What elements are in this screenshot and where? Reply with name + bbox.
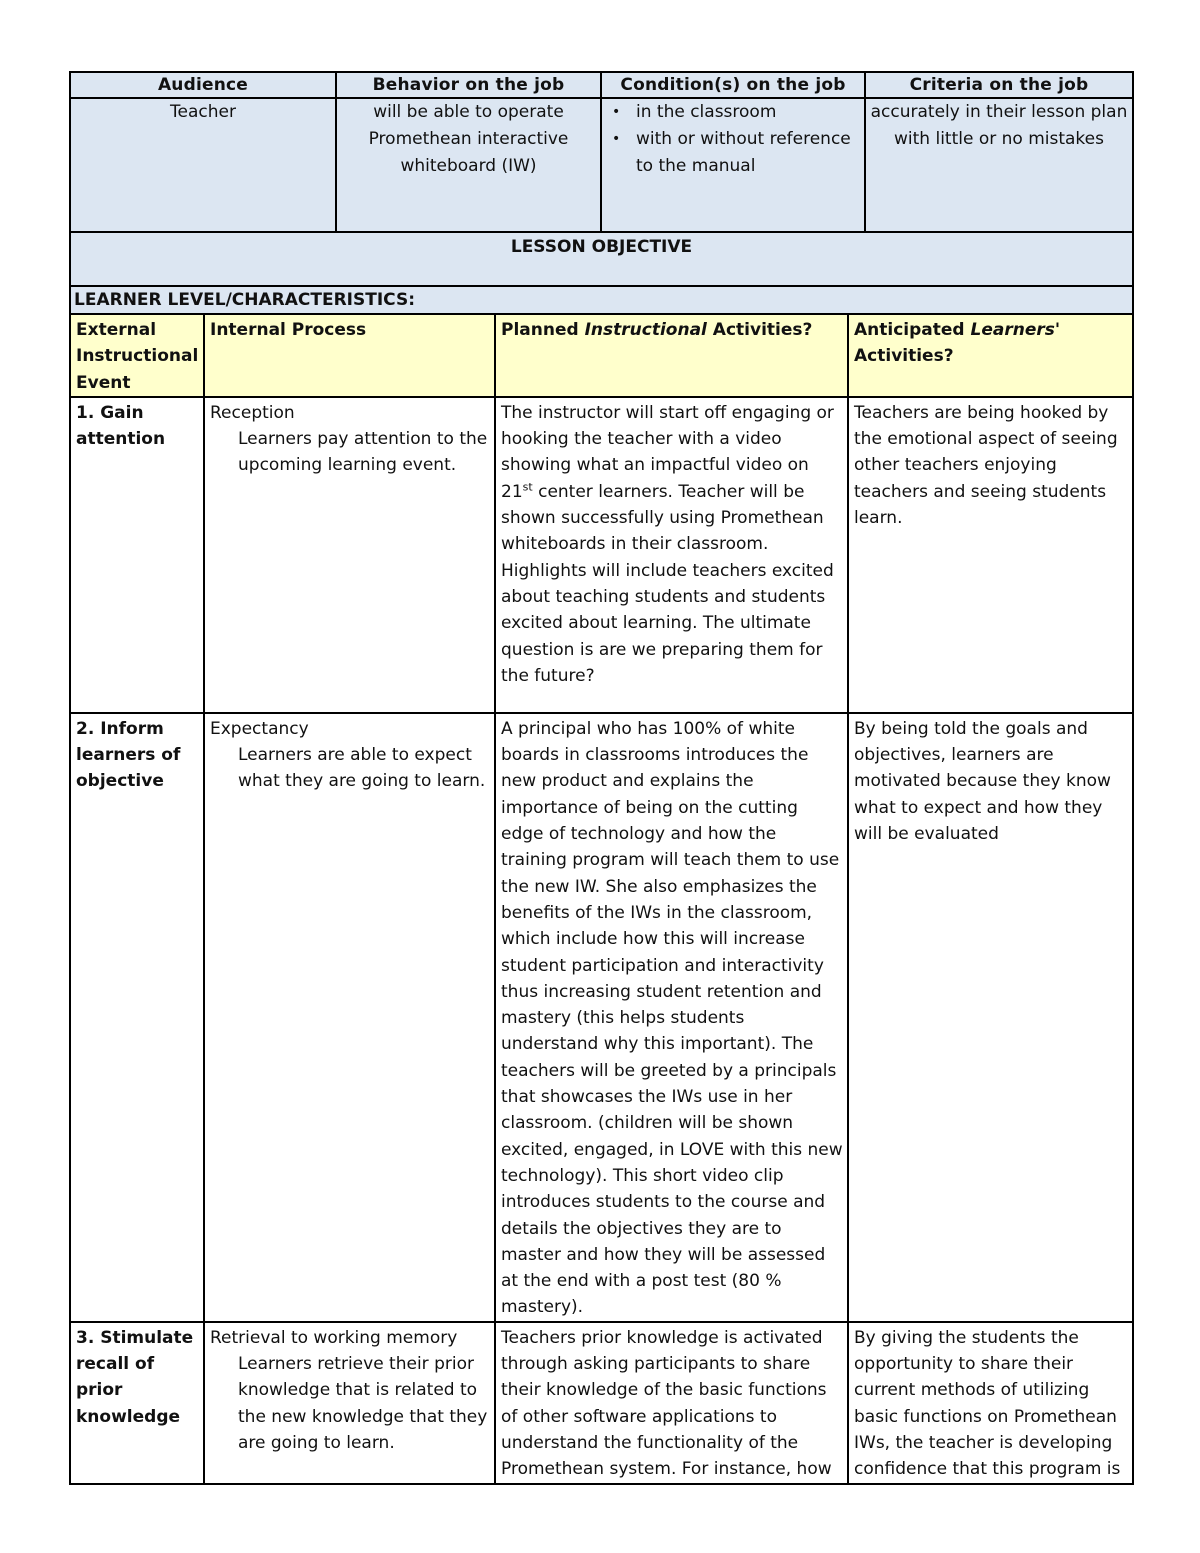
header-anticipated-text: Activities? [854,346,954,367]
header-criteria: Criteria on the job [865,72,1133,98]
header-audience: Audience [70,72,336,98]
process-cell [204,713,495,1322]
header-behavior: Behavior on the job [336,72,601,98]
audience-text: Teacher [170,102,236,122]
behavior-line: whiteboard (IW) [400,156,537,176]
instructional-events-table [69,313,1134,1485]
header-planned-text: Planned [501,320,585,340]
conditions-list [602,99,864,180]
event-label: 3. Stimulate recall of prior knowledge [70,1322,204,1484]
planned-activity: Teachers prior knowledge is activated through asking participants to share their knowledge of the basic functions of other software applications to understand the functionality of the Promethean system. For instance, how [495,1322,848,1484]
process-description: Learners are able to expect what they are going to learn. [238,745,486,792]
anticipated-activity: Teachers are being hooked by the emotional aspect of seeing other teachers enjoying teachers and seeing students learn. [848,397,1133,713]
header-conditions: Condition(s) on the job [601,72,865,98]
learner-level-heading: LEARNER LEVEL/CHARACTERISTICS: [70,286,1133,314]
header-planned-activities [495,314,848,397]
header-anticipated-activities [848,314,1133,397]
planned-text: center learners. Teacher will be shown successfully using Promethean whiteboards in their classroom. Highlights will include teachers excited about teaching students and students excited about learning. The ultimate question is are we preparing them for the future? [501,481,834,686]
criteria-line: with little or no mistakes [894,129,1104,149]
planned-activity: A principal who has 100% of white boards in classrooms introduces the new product and explains the importance of being on the cutting edge of technology and how the training program will teach them to use the new IW. She also emphasizes the benefits of the IWs in the classroom, which include how this will increase student participation and interactivity thus increasing student retention and mastery (this helps students understand why this important). The teachers will be greeted by a principals that showcases the IWs use in her classroom. (children will be shown excited, engaged, in LOVE with this new technology). This short video clip introduces students to the course and details the objectives they are to master and how they will be assessed at the end with a post test (80 % mastery). [495,713,848,1322]
table-row [70,1322,1133,1484]
process-cell [204,397,495,713]
behavior-line: will be able to operate [373,102,564,122]
condition-item: • with or without reference to the manual [612,126,864,180]
planned-activity [495,397,848,713]
table-row [70,713,1133,1322]
header-anticipated-em: Learners' [970,320,1061,340]
header-internal-process: Internal Process [204,314,495,397]
criteria-line: accurately in their lesson plan [870,102,1128,122]
process-description: Learners retrieve their prior knowledge that is related to the new knowledge that they are going to learn. [238,1354,488,1453]
table-row [70,397,1133,713]
header-planned-text: Activities? [706,320,813,340]
event-label: 2. Inform learners of objective [70,713,204,1322]
process-cell [204,1322,495,1484]
lesson-objective-row [70,232,1133,286]
audience-behavior-table [69,71,1134,315]
events-header-row [70,314,1133,397]
process-title: Reception [210,402,295,423]
process-title: Retrieval to working memory [210,1327,458,1348]
process-title: Expectancy [210,718,309,739]
audience-value [70,98,336,232]
anticipated-activity: By giving the students the opportunity to share their current methods of utilizing basic functions on Promethean IWs, the teacher is developing confidence that this program is [848,1322,1133,1484]
criteria-value [865,98,1133,232]
behavior-value [336,98,601,232]
header-external-event: External Instructional Event [70,314,204,397]
header-planned-em: Instructional [584,320,707,340]
learner-level-row [70,286,1133,314]
process-description: Learners pay attention to the upcoming learning event. [238,429,488,476]
header-anticipated-text: Anticipated [854,320,971,340]
audience-values-row [70,98,1133,232]
event-label: 1. Gain attention [70,397,204,713]
audience-header-row [70,72,1133,98]
condition-item: • in the classroom [612,99,864,126]
behavior-line: Promethean interactive [368,129,569,149]
lesson-objective-heading: LESSON OBJECTIVE [70,232,1133,286]
planned-text: The instructor will start off engaging or hooking the teacher with a video showing what an impactful video on 21 [501,402,834,502]
anticipated-activity: By being told the goals and objectives, learners are motivated because they know what to expect and how they will be evaluated [848,713,1133,1322]
planned-superscript: st [522,480,533,494]
conditions-value [601,98,865,232]
